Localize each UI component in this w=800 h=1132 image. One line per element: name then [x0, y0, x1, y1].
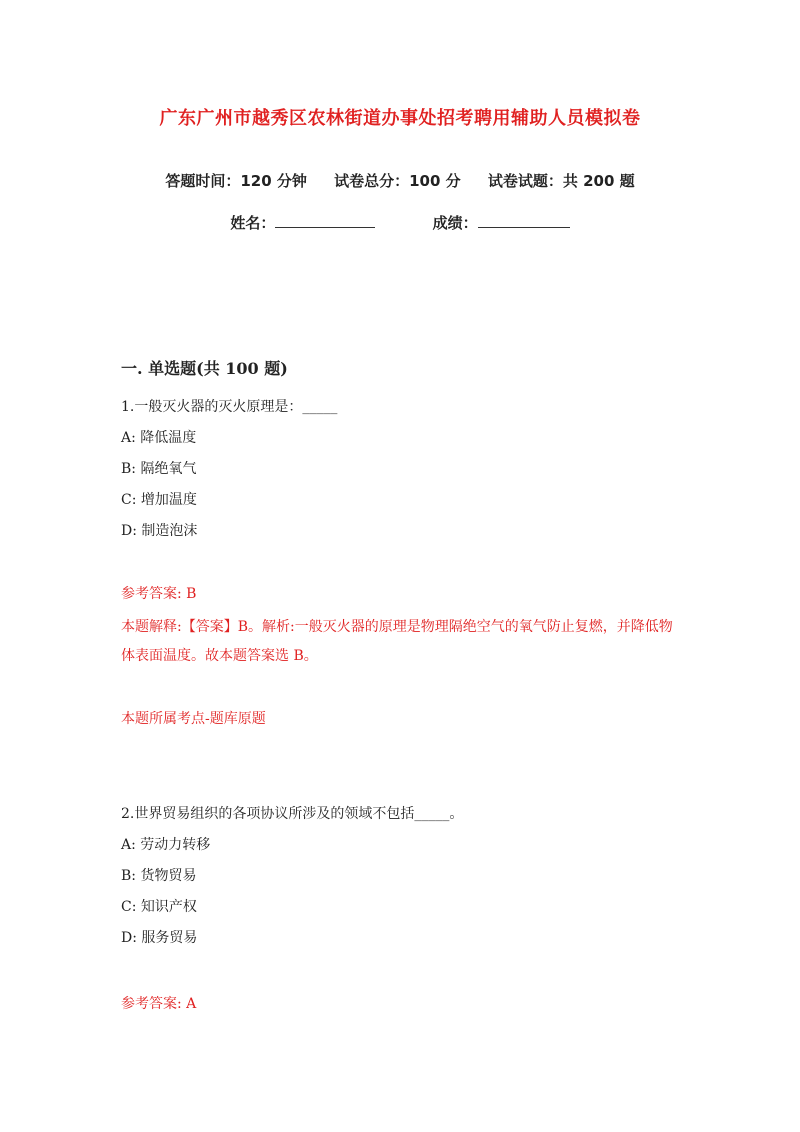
name-field: [230, 212, 375, 233]
answer-2: 参考答案: A: [121, 996, 197, 1012]
exam-question-count: 试卷试题：共 200 题: [487, 172, 635, 190]
option-d: D: 制造泡沫: [121, 523, 198, 539]
option-a: A: 劳动力转移: [121, 837, 211, 853]
answer-1: 参考答案: B: [121, 586, 197, 602]
option-d: D: 服务贸易: [121, 930, 198, 946]
section-heading: 一. 单选题(共 100 题): [121, 359, 288, 378]
exam-duration: 答题时间：120 分钟: [165, 172, 307, 190]
question-stem: 2.世界贸易组织的各项协议所涉及的领域不包括_____。: [121, 806, 464, 822]
source-1: 本题所属考点-题库原题: [121, 711, 266, 727]
option-b: B: 货物贸易: [121, 868, 197, 884]
score-label: 成绩：: [432, 214, 478, 232]
option-a: A: 降低温度: [121, 430, 197, 446]
score-blank: [478, 213, 570, 228]
name-blank: [275, 213, 375, 228]
exam-total-score: 试卷总分：100 分: [334, 172, 461, 190]
explanation-1: 本题解释:【答案】B。解析:一般灭火器的原理是物理隔绝空气的氧气防止复燃，并降低物体表面温度。故本题答案选 B。: [121, 619, 673, 664]
question-1: [121, 397, 691, 552]
question-stem: 1.一般灭火器的灭火原理是：_____: [121, 399, 338, 415]
exam-title: 广东广州市越秀区农林街道办事处招考聘用辅助人员模拟卷: [159, 108, 641, 129]
exam-meta: [0, 170, 800, 191]
option-c: C: 增加温度: [121, 492, 197, 508]
option-b: B: 隔绝氧气: [121, 461, 197, 477]
candidate-fields: [0, 212, 800, 233]
score-field: [433, 212, 570, 233]
name-label: 姓名：: [230, 214, 276, 232]
option-c: C: 知识产权: [121, 899, 197, 915]
question-2: [121, 804, 691, 959]
